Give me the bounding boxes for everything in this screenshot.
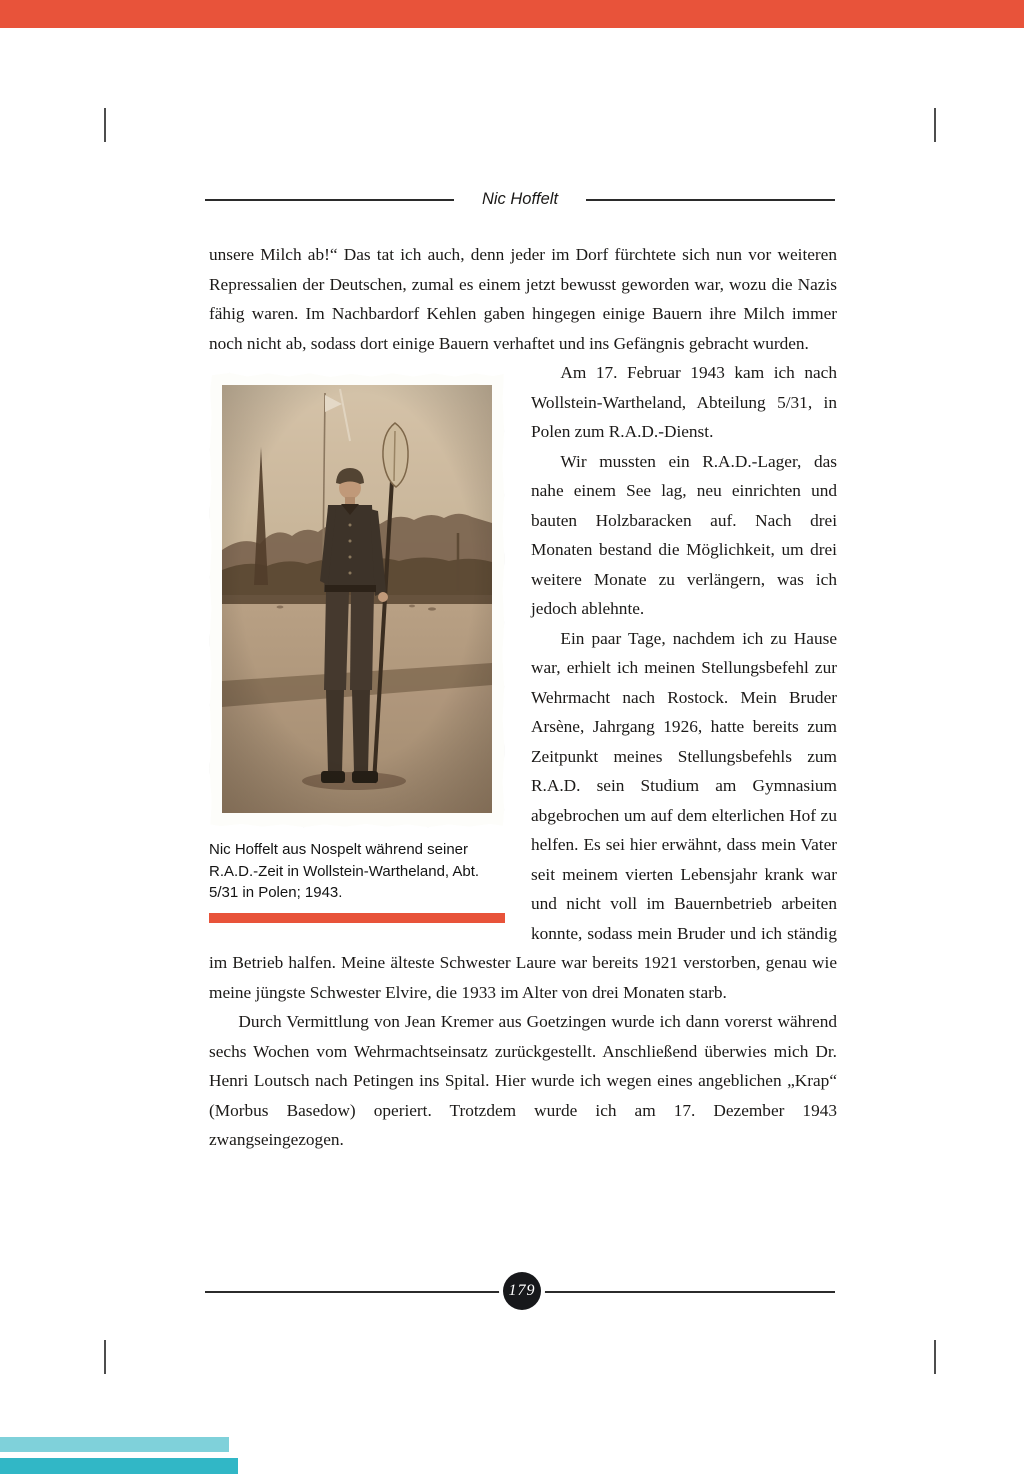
photo-nic-hoffelt (222, 385, 492, 813)
paragraph-4: Ein paar Tage, nachdem ich zu Hause war, erhielt ich meinen Stellungsbefehl zur Wehrmacht nach Rostock. Mein Bruder Arsène, Jahrgang 1926, hatte bereits zum Zeitpunkt meines Stellungsbefehls zum R.A.D. sein Studium am Gymnasium abgebrochen um auf dem elterlichen Hof zu helfen. Es sei hier erwähnt, dass mein Vater seit meinem vierten Lebensjahr krank war und nicht voll im Bauernbetrieb arbeiten konnte, sodass mein Bruder und ich ständig im Betrieb halfen. Meine älteste Schwester Laure war bereits 1921 verstorben, genau wie meine jüngste Schwester Elvire, die 1933 im Alter von drei Monaten starb. (209, 628, 837, 1002)
cyan-accent-bar-1 (0, 1437, 229, 1452)
crop-mark-top-left (104, 108, 106, 142)
cyan-accent-bar-2 (0, 1458, 238, 1474)
page-header-title: Nic Hoffelt (481, 190, 559, 208)
photo-vignette (222, 385, 492, 813)
header-rule-left (205, 199, 454, 201)
running-header (205, 190, 835, 209)
body-text (209, 240, 837, 1155)
paragraph-5: Durch Vermittlung von Jean Kremer aus Goetzingen wurde ich dann vorerst während sechs Wochen vom Wehrmachtseinsatz zurückgestellt. Anschließend überwies mich Dr. Henri Loutsch nach Petingen ins Spital. Hier wurde ich wegen eines angeblichen „Krap“ (Morbus Basedow) operiert. Trotzdem wurde ich am 17. Dezember 1943 zwangseingezogen. (209, 1012, 837, 1149)
photo-caption: Nic Hoffelt aus Nospelt während seiner R.A.D.-Zeit in Wollstein-Wartheland, Abt. 5/31 in Polen; 1943. (209, 841, 480, 901)
paragraph-1: unsere Milch ab!“ Das tat ich auch, denn jeder im Dorf fürchtete sich nun vor weiteren Repressalien der Deutschen, zumal es einem jetzt bewusst geworden war, wozu die Nazis fähig waren. Im Nachbardorf Kehlen gaben hingegen einige Bauern ihre Milch immer noch nicht ab, sodass dort einige Bauern verhaftet und ins Gefängnis gebracht wurden. (209, 245, 837, 353)
crop-mark-top-right (934, 108, 936, 142)
paragraph-3: Wir mussten ein R.A.D.-Lager, das nahe einem See lag, neu einrichten und bauten Holzbaracken auf. Nach drei Monaten bestand die Möglichkeit, um drei weitere Monate zu verlängern, was ich jedoch ablehnte. (531, 451, 837, 618)
page-number-badge (503, 1272, 541, 1310)
photo-matte (209, 372, 505, 828)
page-number: 179 (508, 1282, 536, 1299)
paragraph-2: Am 17. Februar 1943 kam ich nach Wollstein-Wartheland, Abteilung 5/31, in Polen zum R.A.D.-Dienst. (531, 363, 837, 441)
photo-figure (209, 372, 505, 923)
header-rule-right (586, 199, 835, 201)
crop-mark-bottom-right (934, 1340, 936, 1374)
caption-accent-bar (209, 913, 505, 923)
crop-mark-bottom-left (104, 1340, 106, 1374)
top-accent-bar (0, 0, 1024, 28)
